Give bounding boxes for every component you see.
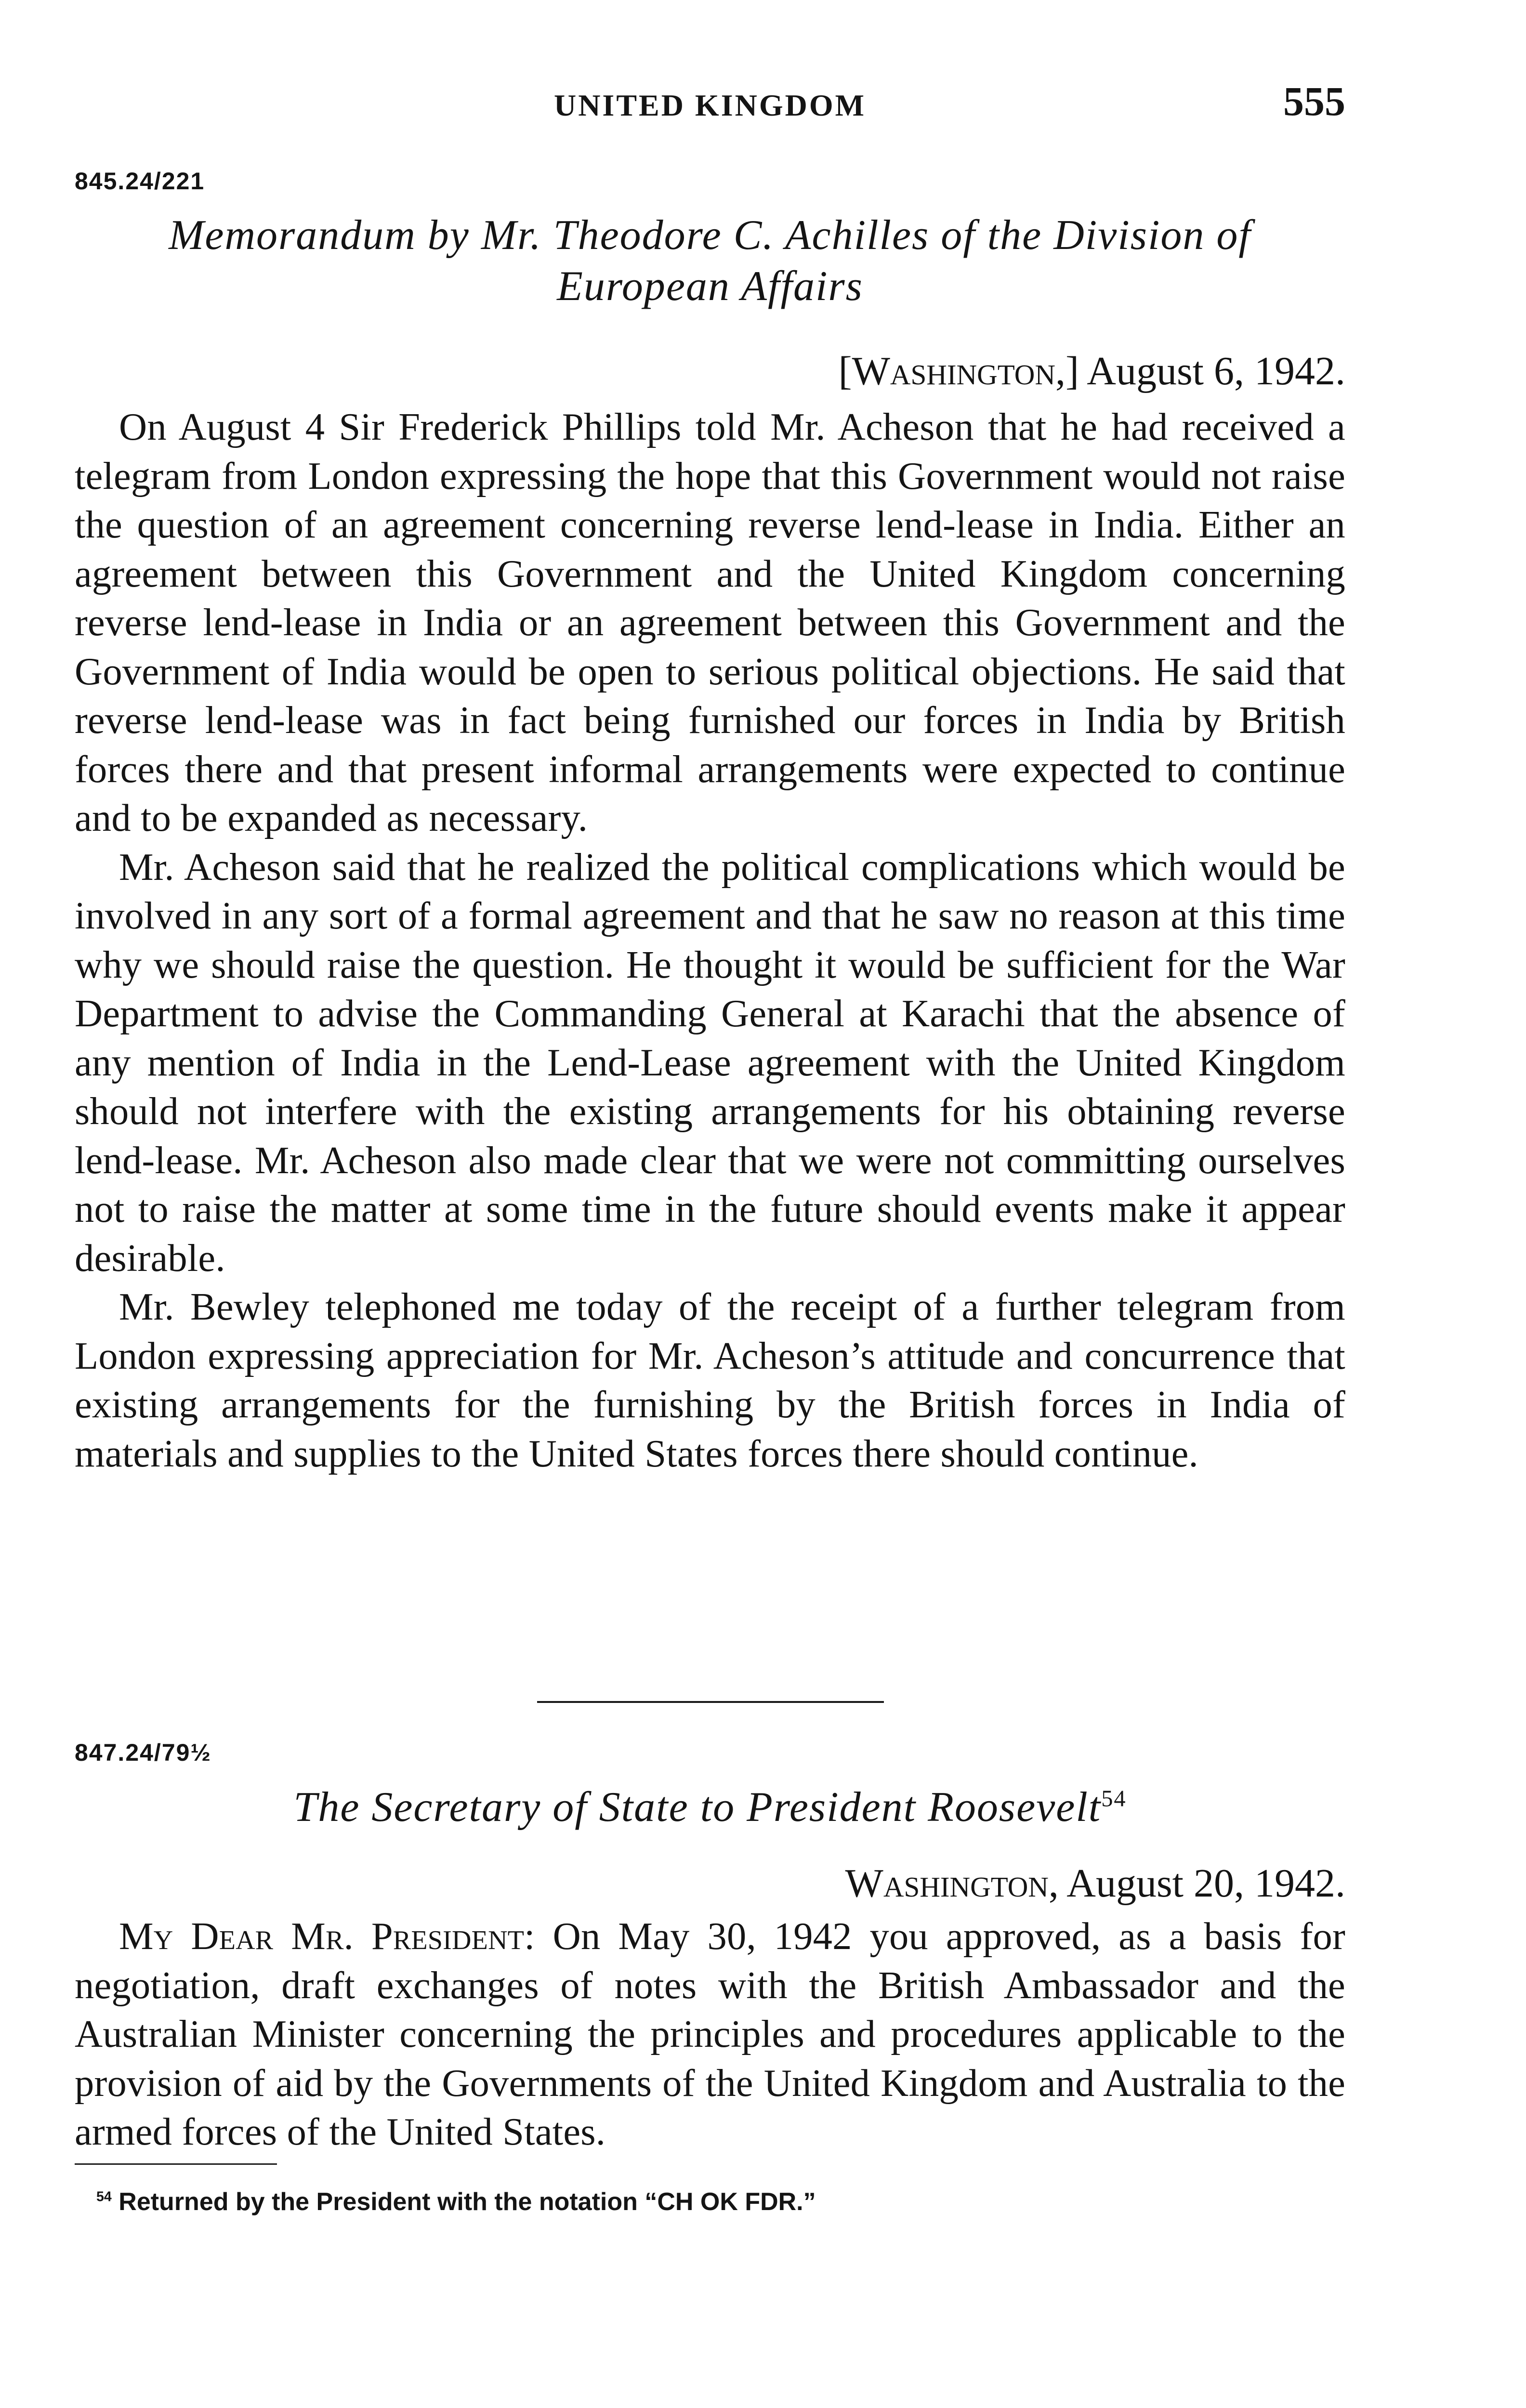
doc2-paragraph	[75, 1912, 1345, 2157]
doc2-dateline-place: Washington,	[845, 1861, 1059, 1906]
doc2-body	[75, 1912, 1345, 2157]
doc2-file-number: 847.24/79½	[75, 1739, 212, 1766]
doc1-paragraph-3: Mr. Bewley telephoned me today of the receipt of a further telegram from London expressing appreciation for Mr. Acheson’s attitude and concurrence that existing arrangements for the furnishing by the British forces in India of materials and supplies to the United States forces there should continue.	[75, 1285, 1345, 1475]
doc1-paragraph-1: On August 4 Sir Frederick Phillips told Mr. Acheson that he had received a telegram from London expressing the hope that this Government would not raise the question of an agreement concerning reverse lend-lease in India. Either an agreement between this Government and the United Kingdom concerning reverse lend-lease in India or an agreement between this Government and the Government of India would be open to serious political objections. He said that reverse lend-lease was in fact being furnished our forces in India by British forces there and that present informal arrangements were expected to continue and to be expanded as necessary.	[75, 406, 1345, 839]
doc2-salutation: My Dear Mr. President:	[119, 1915, 535, 1958]
doc2-title	[75, 1782, 1345, 1833]
doc1-file-number: 845.24/221	[75, 168, 205, 195]
doc2-title-text: The Secretary of State to President Roosevelt	[293, 1784, 1102, 1831]
doc1-dateline	[75, 348, 1345, 394]
footnote	[96, 2186, 1345, 2217]
doc1-title	[75, 210, 1345, 312]
doc1-dateline-place: [Washington,]	[838, 349, 1079, 393]
doc1-paragraph-2: Mr. Acheson said that he realized the political complications which would be involved in any sort of a formal agreement and that he saw no reason at this time why we should raise the question. He thought it would be sufficient for the War Department to advise the Commanding General at Karachi that the absence of any mention of India in the Lend-Lease agreement with the United Kingdom should not interfere with the existing arrangements for his obtaining reverse lend-lease. Mr. Acheson also made clear that we were not committing ourselves not to raise the matter at some time in the future should events make it appear desirable.	[75, 845, 1345, 1280]
doc2-dateline	[75, 1860, 1345, 1907]
doc1-title-line1: Memorandum by Mr. Theodore C. Achilles of the Division of	[169, 212, 1251, 259]
doc1-dateline-date: August 6, 1942.	[1087, 349, 1345, 393]
footnote-number: 54	[96, 2189, 112, 2205]
doc1-body	[75, 403, 1345, 1478]
footnote-text: Returned by the President with the notation “CH OK FDR.”	[118, 2188, 816, 2216]
footnote-rule	[75, 2163, 277, 2165]
section-divider	[537, 1701, 884, 1703]
doc2-dateline-date: August 20, 1942.	[1066, 1861, 1345, 1906]
running-head	[75, 77, 1345, 130]
running-title: UNITED KINGDOM	[553, 88, 867, 122]
doc1-title-line2: European Affairs	[557, 263, 863, 310]
doc2-footnote-ref: 54	[1101, 1786, 1127, 1812]
page-number: 555	[1283, 78, 1345, 124]
doc2-paragraph-text: On May 30, 1942 you approved, as a basis for negotiation, draft exchanges of notes with the British Ambassador and the Australian Minister concerning the principles and procedures applicable to the provision of aid by the Governments of the United Kingdom and Australia to the armed forces of the United States.	[75, 1915, 1345, 2153]
